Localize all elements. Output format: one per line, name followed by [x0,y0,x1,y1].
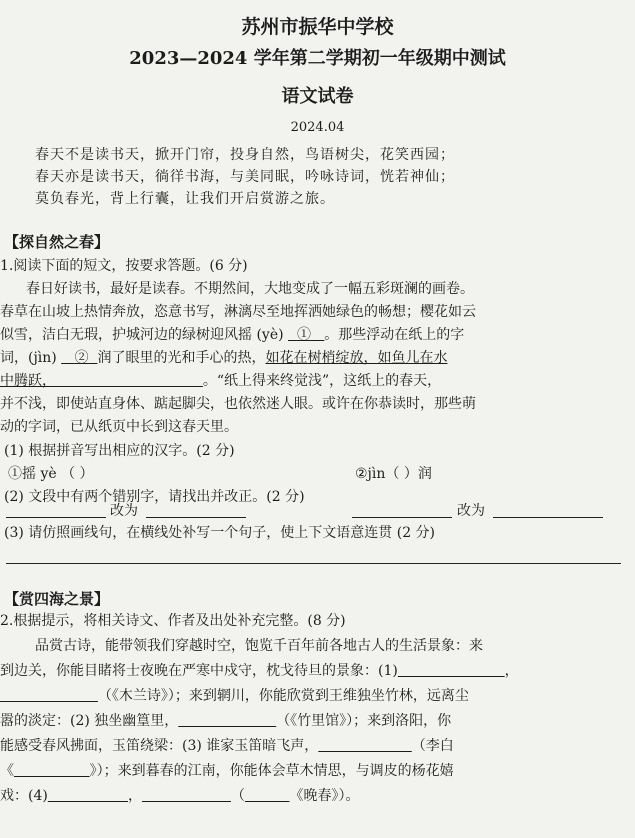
school-name: 苏州市振华中学校 [241,16,394,38]
answer-line[interactable] [352,517,452,518]
blank-sentence[interactable] [56,373,203,389]
passage-text: 。那些浮动在纸上的字 [324,327,465,343]
exam-title: 2023—2024 学年第二学期初一年级期中测试 [129,48,506,69]
answer-line[interactable] [6,517,106,518]
question-title: 2.根据提示，将相关诗文、作者及出处补充完整。(8 分) [0,613,346,629]
question-text: 能感受春风拂面，玉笛绕梁：(3) 谁家玉笛暗飞声， （李白 [0,738,454,754]
passage-text: 润了眼里的光和手心的热， [97,350,266,366]
question-text: 到边关，你能目睹将士夜晚在严寒中戍守，枕戈待旦的景象：(1) ， [0,663,519,679]
fill-blank-2[interactable] [178,713,276,729]
fill-blank-4a[interactable] [48,788,128,804]
fill-blank-1b[interactable] [0,688,98,704]
passage-line: 春草在山坡上热情奔放，恣意书写，淋漓尽至地挥洒她绿色的畅想；樱花如云 [0,304,476,320]
question-text: （《木兰诗》）；来到辋川，你能欣赏到王维独坐竹林，远离尘 [0,685,469,705]
exam-date: 2024.04 [290,120,345,135]
answer-line[interactable] [6,563,621,564]
fill-blank-3[interactable] [318,738,411,754]
answer-prompt[interactable]: ①摇 yè （ ） [8,466,94,482]
answer-prompt[interactable]: ②jìn（ ）润 [355,466,432,482]
fill-blank-1a[interactable] [398,663,505,679]
answer-line[interactable] [146,517,246,518]
answer-line[interactable] [493,517,603,518]
intro-line: 莫负春光，背上行囊，让我们开启赏游之旅。 [35,191,335,207]
passage-line: 春日好读书，最好是读春。不期然间，大地变成了一幅五彩斑澜的画卷。 [26,281,474,297]
passage-line [0,347,447,367]
section-heading: 【探自然之春】 [4,233,110,251]
fill-blank-source[interactable] [14,763,90,779]
passage-line: 动的字词，已从纸页中长到这春天里。 [0,419,238,435]
fill-blank-author[interactable] [245,788,290,804]
question-text: 戏：(4) ， （ 《晚春》）。 [0,788,360,804]
sub-question: (2) 文段中有两个错别字，请找出并改正。(2 分) [4,489,305,505]
section-heading: 【赏四海之景】 [4,590,110,608]
question-text: 品赏古诗，能带领我们穿越时空，饱览千百年前各地古人的生活景象：来 [35,638,483,654]
intro-line: 春天亦是读书天，徜徉书海，与美同眠，吟咏诗词，恍若神仙； [35,169,455,185]
question-text: 《 》）；来到暮春的江南，你能体会草木情思，与调皮的杨花嬉 [0,763,454,779]
underlined-sentence: 如花在树梢绽放，如鱼儿在水 [265,350,448,366]
fix-label: 改为 [457,503,485,519]
sub-question: (1) 根据拼音写出相应的汉字。(2 分) [4,443,235,459]
subject-title: 语文试卷 [281,86,354,107]
passage-text: 。“纸上得来终觉浅”，这纸上的春天， [202,373,442,389]
passage-text: 词，(jìn) [0,350,62,366]
sub-question: (3) 请仿照画线句，在横线处补写一个句子，使上下文语意连贯 (2 分) [4,525,436,541]
underlined-sentence: 中腾跃， [0,373,56,389]
passage-line: 并不浅，即使站直身体、踮起脚尖，也依然迷人眼。或许在你恭读时，那些萌 [0,396,476,412]
question-text: 嚣的淡定：(2) 独坐幽篁里， （《竹里馆》）；来到洛阳，你 [0,713,452,729]
passage-line [0,370,441,390]
blank-2[interactable]: ② [74,350,89,366]
fill-blank-4b[interactable] [142,788,231,804]
intro-line: 春天不是读书天，掀开门帘，投身自然，鸟语树尖，花笑西园； [35,147,455,163]
question-title: 1.阅读下面的短文，按要求答题。(6 分) [0,258,248,274]
passage-line [0,324,464,344]
passage-text: 似雪，洁白无瑕，护城河边的绿树迎风摇 (yè) [0,327,289,343]
fix-label: 改为 [110,503,138,519]
blank-1[interactable]: ① [296,327,311,343]
